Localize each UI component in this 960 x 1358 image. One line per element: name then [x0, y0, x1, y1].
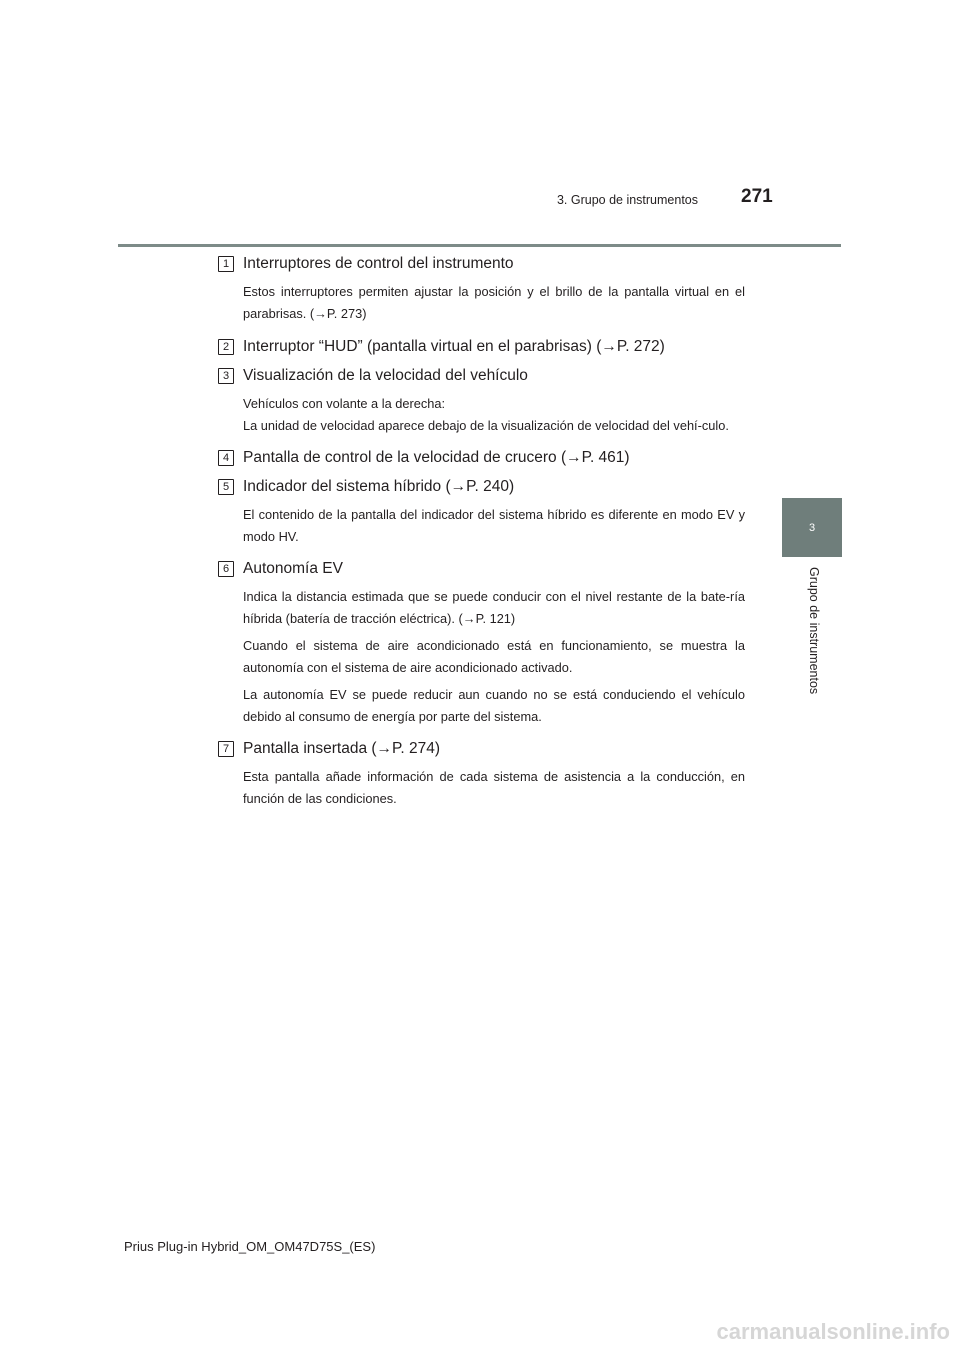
item-heading	[217, 448, 745, 468]
item-heading	[217, 366, 745, 386]
item-heading	[217, 254, 745, 274]
item-number-badge: 1	[218, 256, 234, 272]
page-number: 271	[741, 186, 773, 207]
item-description: Estos interruptores permiten ajustar la posición y el brillo de la pantalla virtual en el parabrisas. (→P. 273)	[243, 284, 745, 321]
item-description: La autonomía EV se puede reducir aun cuando no se está conduciendo el vehículo debido al consumo de energía por parte del sistema.	[243, 687, 745, 724]
watermark: carmanualsonline.info	[716, 1319, 950, 1344]
item-description: Vehículos con volante a la derecha:	[243, 396, 446, 411]
item-title: Interruptores de control del instrumento	[243, 255, 514, 272]
section-title: 3. Grupo de instrumentos	[556, 193, 698, 207]
item-description: La unidad de velocidad aparece debajo de la visualización de velocidad del vehí-culo.	[243, 417, 729, 433]
list-item	[217, 254, 745, 324]
item-title: Autonomía EV	[243, 560, 343, 577]
item-number-badge: 3	[218, 368, 234, 384]
item-number-badge: 2	[218, 339, 234, 355]
item-heading	[217, 739, 745, 759]
list-item	[217, 366, 745, 436]
chapter-tab	[782, 498, 842, 557]
list-item	[217, 477, 745, 547]
list-item	[217, 559, 745, 727]
item-title: Interruptor “HUD” (pantalla virtual en el parabrisas) (→P. 272)	[243, 338, 665, 355]
item-number-badge: 7	[218, 741, 234, 757]
item-title: Pantalla insertada (→P. 274)	[243, 740, 441, 757]
item-number-badge: 5	[218, 479, 234, 495]
item-description: Indica la distancia estimada que se puede conducir con el nivel restante de la bate-ría híbrida (batería de tracción eléctrica). (→P. 121)	[243, 589, 745, 626]
item-list	[217, 254, 745, 809]
chapter-label: Grupo de instrumentos	[807, 567, 821, 695]
list-item	[217, 448, 745, 468]
document-id: Prius Plug-in Hybrid_OM_OM47D75S_(ES)	[124, 1239, 376, 1254]
item-number-badge: 4	[218, 450, 234, 466]
item-number-badge: 6	[218, 561, 234, 577]
item-title: Visualización de la velocidad del vehículo	[243, 367, 528, 384]
header-divider	[118, 244, 841, 247]
item-title: Indicador del sistema híbrido (→P. 240)	[243, 478, 515, 495]
item-heading	[217, 477, 745, 497]
chapter-number: 3	[808, 521, 816, 534]
item-heading	[217, 559, 745, 579]
item-description: Esta pantalla añade información de cada sistema de asistencia a la conducción, en función de las condiciones.	[243, 769, 745, 806]
list-item	[217, 739, 745, 809]
item-heading	[217, 337, 745, 357]
item-description: El contenido de la pantalla del indicador del sistema híbrido es diferente en modo EV y modo HV.	[243, 507, 745, 544]
list-item	[217, 337, 745, 357]
item-description: Cuando el sistema de aire acondicionado está en funcionamiento, se muestra la autonomía con el sistema de aire acondicionado activado.	[243, 638, 745, 675]
item-title: Pantalla de control de la velocidad de crucero (→P. 461)	[243, 449, 630, 466]
